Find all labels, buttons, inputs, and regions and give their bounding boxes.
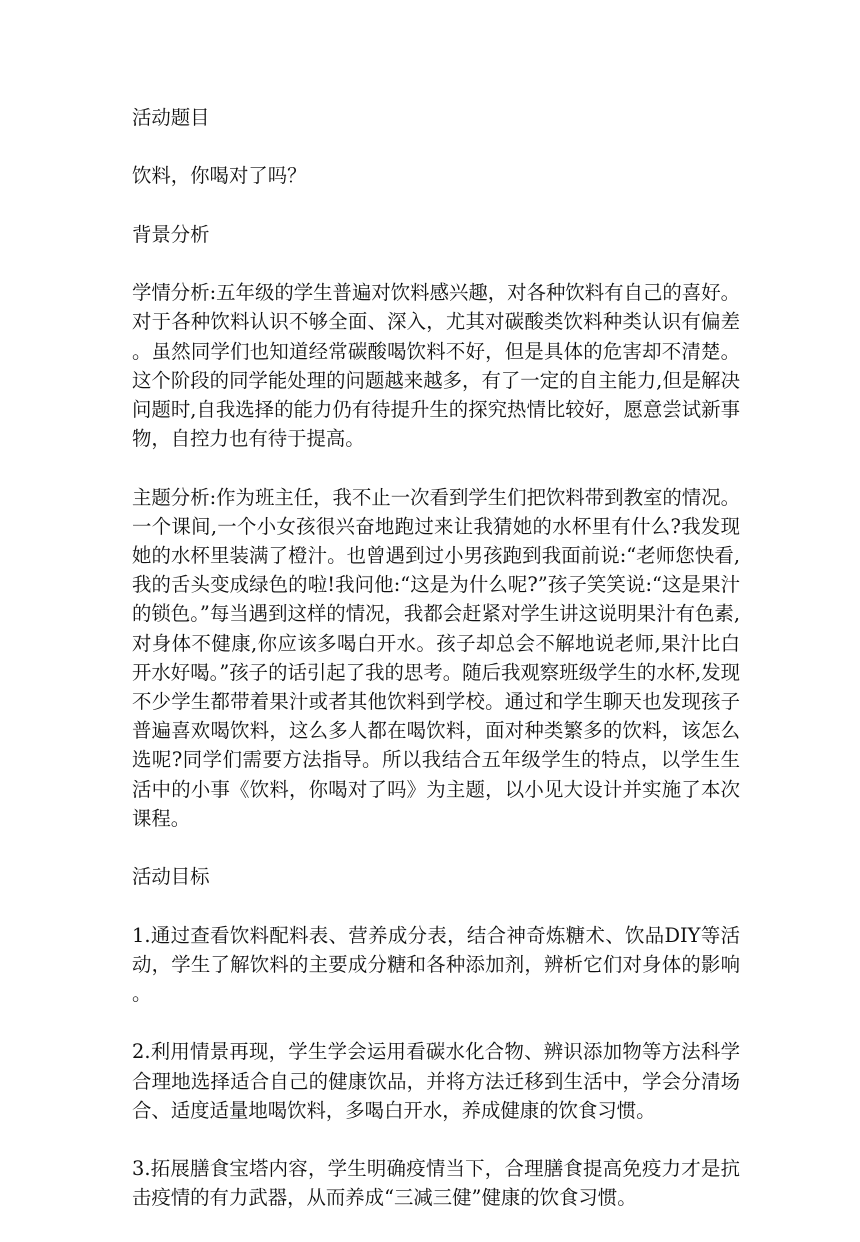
theme-analysis-paragraph: 主题分析:作为班主任，我不止一次看到学生们把饮料带到教室的情况。一个课间,一个小女孩很兴奋地跑过来让我猜她的水杯里有什么?我发现她的水杯里装满了橙汁。也曾遇到过小男孩跑到我面前说:“老师您快看,我的舌头变成绿色的啦!我问他:“这是为什么呢?”孩子笑笑说:“这是果汁的锁色。”每当遇到这样的情况，我都会赶紧对学生讲这说明果汁有色素,对身体不健康,你应该多喝白开水。孩子却总会不解地说老师,果汁比白开水好喝。”孩子的话引起了我的思考。随后我观察班级学生的水杯,发现不少学生都带着果汁或者其他饮料到学校。通过和学生聊天也发现孩子普遍喜欢喝饮料，这么多人都在喝饮料，面对种类繁多的饮料，该怎么选呢?同学们需要方法指导。所以我结合五年级学生的特点，以学生生活中的小事《饮料，你喝对了吗》为主题，以小见大设计并实施了本次课程。 <box>132 485 740 830</box>
document-body <box>132 103 740 1242</box>
goal-item-3: 3.拓展膳食宝塔内容，学生明确疫情当下，合理膳食提高免疫力才是抗击疫情的有力武器，从而养成“三减三健”健康的饮食习惯。 <box>132 1157 740 1210</box>
heading-background-analysis: 背景分析 <box>132 222 210 246</box>
goal-item-2: 2.利用情景再现，学生学会运用看碳水化合物、辨识添加物等方法科学合理地选择适合自己的健康饮品，并将方法迁移到生活中，学会分清场合、适度适量地喝饮料，多喝白开水，养成健康的饮食习惯。 <box>132 1040 740 1122</box>
heading-activity-goals: 活动目标 <box>132 865 210 889</box>
heading-activity-topic: 活动题目 <box>132 106 210 129</box>
activity-topic-text: 饮料，你喝对了吗？ <box>132 164 307 188</box>
goal-item-1: 1.通过查看饮料配料表、营养成分表，结合神奇炼糖术、饮品DIY等活动，学生了解饮料的主要成分糖和各种添加剂，辨析它们对身体的影响。 <box>132 923 740 1005</box>
learning-analysis-paragraph: 学情分析:五年级的学生普遍对饮料感兴趣，对各种饮料有自己的喜好。对于各种饮料认识不够全面、深入，尤其对碳酸类饮料种类认识有偏差。虽然同学们也知道经常碳酸喝饮料不好，但是具体的危害却不清楚。这个阶段的同学能处理的问题越来越多，有了一定的自主能力,但是解决问题时,自我选择的能力仍有待提升生的探究热情比较好，愿意尝试新事物，自控力也有待于提高。 <box>132 281 740 451</box>
